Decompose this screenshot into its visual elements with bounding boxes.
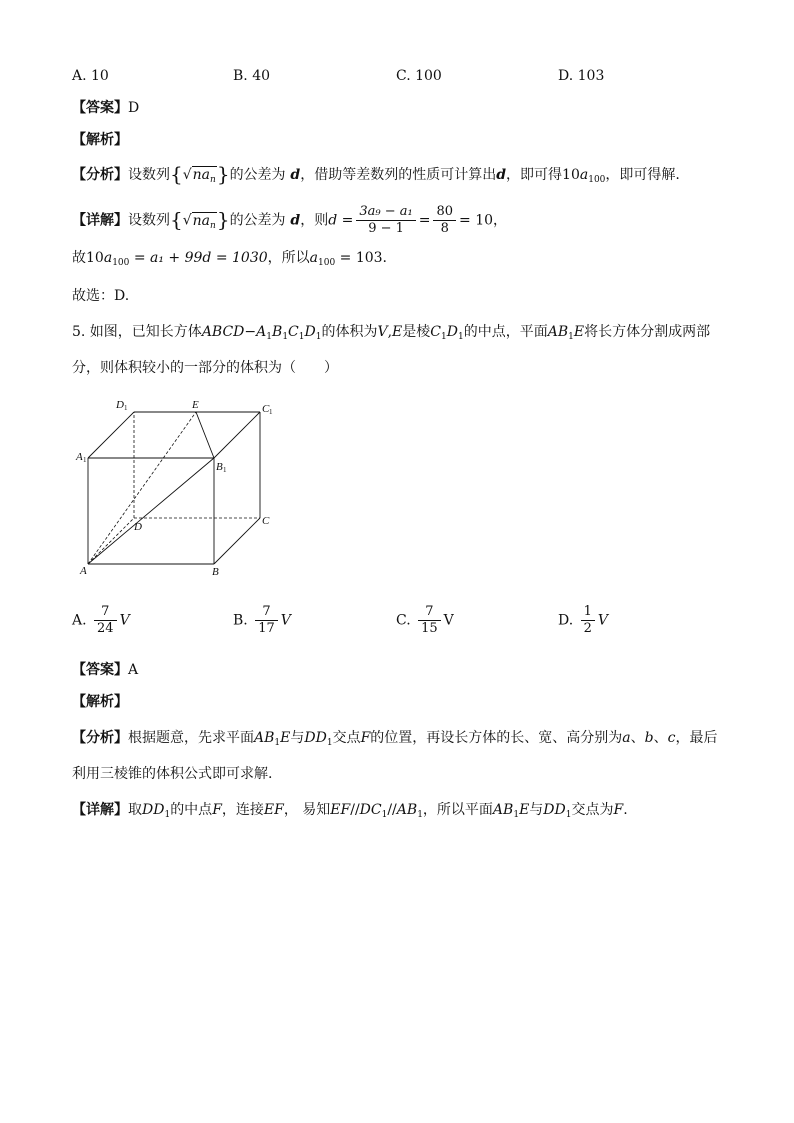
svg-text:D: D bbox=[134, 521, 142, 533]
q5-xiangjie: 【详解】取$DD_1$的中点F，连接EF， 易知$EF//DC_1//AB_1$，所以平面$AB_1E$与$DD_1$交点为F. bbox=[72, 802, 628, 820]
svg-text:1: 1 bbox=[124, 404, 128, 412]
q4-choice: 故选：D. bbox=[72, 288, 130, 304]
xiangjie-text: 设数列 bbox=[128, 212, 170, 229]
fraction-2: $\frac{80}{8}$ bbox=[433, 204, 456, 237]
svg-text:C: C bbox=[262, 403, 270, 415]
fraction-1: $\frac{\text{3a₉ − a₁}}{9 - 1}$ bbox=[356, 204, 415, 237]
q5-stem-line1: 5. 如图，已知长方体$ABCD-A_1B_1C_1D_1$的体积为V,E是棱$C_1D_1$的中点，平面$AB_1E$将长方体分割成两部 bbox=[72, 324, 711, 342]
edge-AE bbox=[88, 412, 196, 564]
xiangjie-tag: 【详解】 bbox=[72, 212, 128, 229]
svg-text:E: E bbox=[192, 399, 199, 411]
q5-stem-line2: 分，则体积较小的一部分的体积为（ ） bbox=[72, 360, 338, 376]
fenxi-text: 设数列 bbox=[128, 167, 170, 183]
svg-text:1: 1 bbox=[223, 466, 227, 474]
xiangjie-text: 的公差为 bbox=[229, 212, 286, 229]
answer-value: D bbox=[128, 100, 140, 116]
q5-option-c: C. $\frac{7}{15}$ V bbox=[396, 604, 454, 636]
fenxi-tag: 【分析】 bbox=[72, 167, 128, 183]
svg-text:1: 1 bbox=[269, 408, 273, 416]
q4-xiangjie: 【详解】设数列$\{√na_n\}$的公差为 d，则d = $\frac{\text{3a₉ − a₁}}{9 - 1}$ = $\frac{80}{8}$ = 10， bbox=[72, 204, 508, 236]
q4-option-c: C. 100 bbox=[396, 68, 442, 84]
q4-option-d: D. 103 bbox=[558, 68, 605, 84]
q4-analysis-tag: 【解析】 bbox=[72, 132, 128, 148]
answer-tag: 【答案】 bbox=[72, 100, 128, 116]
svg-text:A: A bbox=[80, 565, 87, 577]
fenxi-text: 的公差为 bbox=[229, 167, 286, 183]
edge-AB1 bbox=[88, 458, 214, 564]
q5-fenxi-line2: 利用三棱锥的体积公式即可求解. bbox=[72, 766, 273, 782]
fenxi-text: ，即可得 bbox=[506, 167, 563, 183]
edge-B1C1 bbox=[214, 412, 260, 458]
xiangjie-text: ，则 bbox=[300, 212, 329, 229]
q4-option-a: A. 10 bbox=[72, 68, 109, 84]
svg-text:1: 1 bbox=[83, 456, 87, 464]
q5-fenxi-line1: 【分析】根据题意，先求平面$AB_1E$与$DD_1$交点F的位置，再设长方体的长、宽、高分别为a、b、c，最后 bbox=[72, 730, 718, 748]
q5-analysis-tag: 【解析】 bbox=[72, 694, 128, 710]
q4-answer bbox=[72, 98, 139, 118]
svg-text:B: B bbox=[216, 461, 223, 473]
q5-option-d: D. $\frac{1}{2}$ V bbox=[558, 604, 609, 636]
q4-option-b: B. 40 bbox=[233, 68, 271, 84]
q5-answer: 【答案】A bbox=[72, 662, 139, 678]
edge-EB1 bbox=[196, 412, 214, 458]
fenxi-text: ，借助等差数列的性质可计算出 bbox=[300, 167, 497, 183]
svg-text:A: A bbox=[76, 451, 83, 463]
q4-result: 故$10a_{100} = a_1 + 99d = 1030$，所以$a_{100} = 103$. bbox=[72, 250, 387, 268]
q5-option-a: A. $\frac{7}{24}$ V bbox=[72, 604, 130, 636]
svg-text:D: D bbox=[116, 399, 124, 411]
edge-AD bbox=[88, 518, 134, 564]
svg-text:B: B bbox=[212, 566, 219, 578]
q4-fenxi: 【分析】设数列$\{√na_n\}$的公差为 d，借助等差数列的性质可计算出d，即可得$10a_{100}$，即可得解. bbox=[72, 162, 680, 186]
fenxi-text: ，即可得解. bbox=[605, 167, 680, 183]
edge-BC bbox=[214, 518, 260, 564]
q5-option-b: B. $\frac{7}{17}$ V bbox=[233, 604, 291, 636]
svg-text:C: C bbox=[262, 515, 270, 527]
cuboid-figure bbox=[72, 394, 292, 584]
edge-A1D1 bbox=[88, 412, 134, 458]
